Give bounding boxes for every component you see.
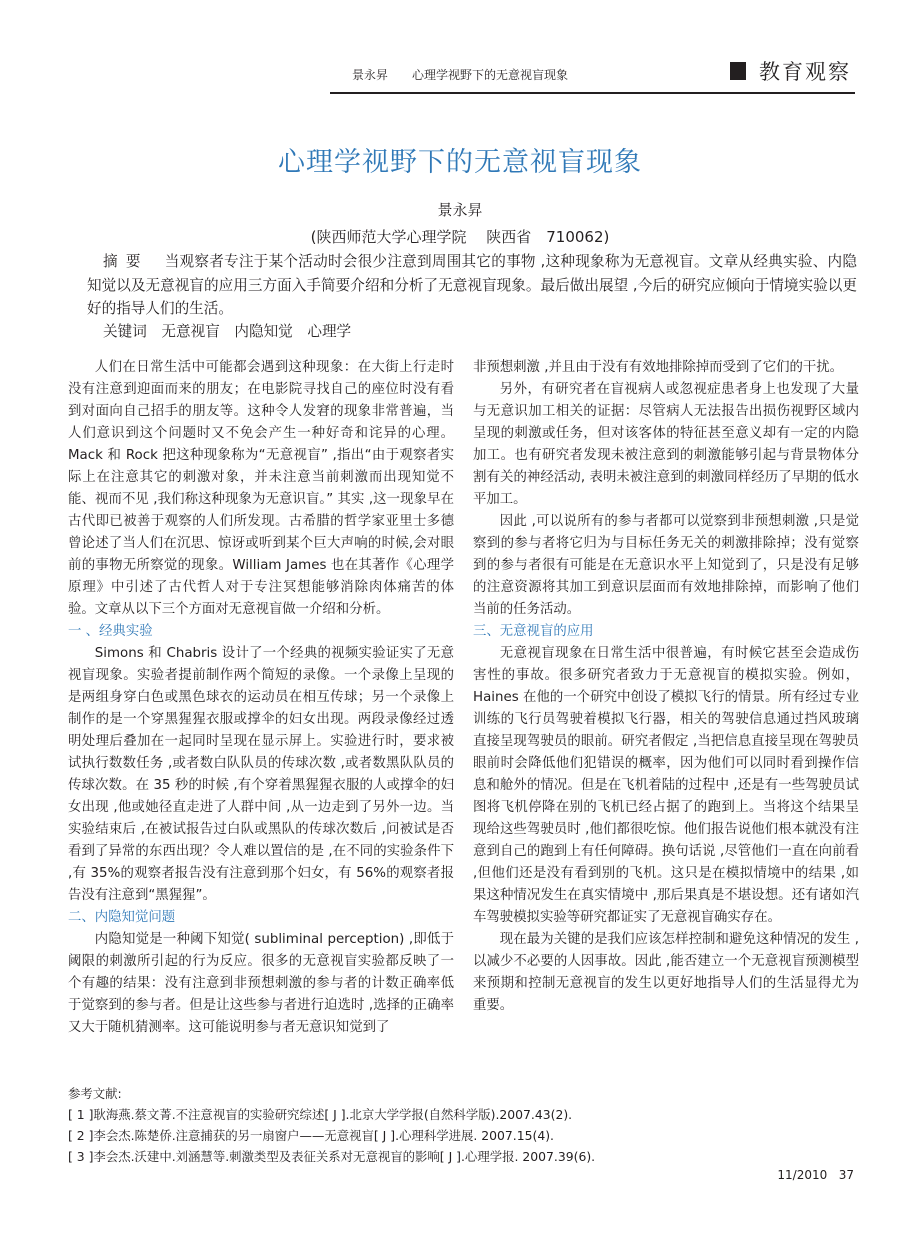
- square-bullet-icon: [730, 62, 746, 80]
- page-number: 37: [838, 1168, 854, 1182]
- reference-item: [ 1 ]耿海燕.蔡文菁.不注意视盲的实验研究综述[ J ].北京大学学报(自然科学版).2007.43(2).: [68, 1107, 573, 1122]
- section-heading-3: 三、无意视盲的应用: [473, 624, 594, 639]
- abstract-label: 摘要: [103, 253, 149, 270]
- paragraph: 现在最为关键的是我们应该怎样控制和避免这种情况的发生 ,以减少不必要的人因事故。因此 ,能否建立一个无意视盲预测模型来预期和控制无意视盲的发生以更好地指导人们的生活显得尤为重要。: [473, 932, 859, 1013]
- paragraph: 因此 ,可以说所有的参与者都可以觉察到非预想刺激 ,只是觉察到的参与者将它归为与目标任务无关的刺激排除掉；没有觉察到的参与者很有可能是在无意识水平上知觉到了，只是没有足够的注意资源将其加工到意识层面而有效地排除掉，而影响了他们当前的任务活动。: [473, 514, 859, 617]
- reference-item: [ 2 ]李会杰.陈楚侨.注意捕获的另一扇窗户——无意视盲[ J ].心理科学进展. 2007.15(4).: [68, 1128, 554, 1143]
- left-column: [68, 357, 454, 1039]
- paragraph: 另外，有研究者在盲视病人或忽视症患者身上也发现了大量与无意识加工相关的证据：尽管病人无法报告出损伤视野区域内呈现的刺激或任务，但对该客体的特征甚至意义却有一定的内隐加工。也有研究者发现未被注意到的刺激能够引起与背景物体分割有关的神经活动, 表明未被注意到的刺激同样经历了早期的低水平加工。: [473, 382, 859, 507]
- page-footer: [777, 1168, 854, 1182]
- abstract-text: 当观察者专注于某个活动时会很少注意到周围其它的事物 ,这种现象称为无意视盲。文章从经典实验、内隐知觉以及无意视盲的应用三方面入手简要介绍和分析了无意视盲现象。最后做出展望 ,今后的研究应倾向于情境实验以更好的指导人们的生活。: [87, 253, 857, 317]
- keywords-label: 关键词: [103, 323, 147, 340]
- reference-item: [ 3 ]李会杰.沃建中.刘涵慧等.刺激类型及表征关系对无意视盲的影响[ J ].心理学报. 2007.39(6).: [68, 1149, 596, 1164]
- references: [68, 1083, 595, 1167]
- header-column-name: 教育观察: [759, 60, 851, 84]
- references-label: 参考文献:: [68, 1086, 122, 1101]
- header-article-title: 心理学视野下的无意视盲现象: [412, 68, 569, 82]
- keywords-text: 无意视盲 内隐知觉 心理学: [161, 323, 352, 340]
- paragraph: Simons 和 Chabris 设计了一个经典的视频实验证实了无意视盲现象。实验者提前制作两个简短的录像。一个录像上呈现的是两组身穿白色或黑色球衣的运动员在相互传球；另一个录像上制作的是一个穿黑猩猩衣服或撑伞的妇女出现。两段录像经过透明处理后叠加在一起同时呈现在显示屏上。实验进行时，要求被试执行数数任务 ,或者数白队队员的传球次数 ,或者数黑队队员的传球次数。在 35 秒的时候 ,有个穿着黑猩猩衣服的人或撑伞的妇女出现 ,他或她径直走进了人群中间 ,从一边走到了另外一边。当实验结束后 ,在被试报告过白队或黑队的传球次数后 ,问被试是否看到了异常的东西出现？令人难以置信的是 ,在不同的实验条件下 ,有 35%的观察者报告没有注意到那个妇女，有 56%的观察者报告没有注意到“黑猩猩”。: [68, 646, 454, 903]
- section-heading-1: 一 、经典实验: [68, 624, 153, 639]
- article-title: 心理学视野下的无意视盲现象: [278, 147, 642, 178]
- paragraph: 人们在日常生活中可能都会遇到这种现象：在大街上行走时没有注意到迎面而来的朋友；在电影院寻找自己的座位时没有看到对面向自己招手的朋友等。这种令人发窘的现象非常普遍，当人们意识到这个问题时又不免会产生一种好奇和诧异的心理。Mack 和 Rock 把这种现象称为“无意视盲” ,指出“由于观察者实际上在注意其它的刺激对象，并未注意当前刺激而出现知觉不能、视而不见 ,我们称这种现象为无意识盲。” 其实 ,这一现象早在古代即已被善于观察的人们所发现。古希腊的哲学家亚里士多德曾论述了当人们在沉思、惊讶或听到某个巨大声响的时候,会对眼前的事物无所察觉的现象。William James 也在其著作《心理学原理》中引述了古代哲人对于专注冥想能够消除肉体痛苦的体验。文章从以下三个方面对无意视盲做一介绍和分析。: [68, 360, 454, 617]
- paragraph: 内隐知觉是一种阈下知觉( subliminal perception) ,即低于阈限的刺激所引起的行为反应。很多的无意视盲实验都反映了一个有趣的结果：没有注意到非预想刺激的参与者的计数正确率低于觉察到的参与者。但是让这些参与者进行迫选时 ,选择的正确率又大于随机猜测率。这可能说明参与者无意识知觉到了: [68, 932, 454, 1035]
- paragraph: 非预想刺激 ,并且由于没有有效地排除掉而受到了它们的干扰。: [473, 360, 844, 375]
- paragraph: 无意视盲现象在日常生活中很普遍，有时候它甚至会造成伤害性的事故。很多研究者致力于无意视盲的模拟实验。例如，Haines 在他的一个研究中创设了模拟飞行的情景。所有经过专业训练的飞行员驾驶着模拟飞行器，相关的驾驶信息通过挡风玻璃直接呈现驾驶员的眼前。研究者假定 ,当把信息直接呈现在驾驶员眼前时会降低他们犯错误的概率，因为他们可以同时看到操作信息和舱外的情况。但是在飞机着陆的过程中 ,还是有一些驾驶员试图将飞机停降在别的飞机已经占据了的跑到上。当将这个结果呈现给这些驾驶员时 ,他们都很吃惊。他们报告说他们根本就没有注意到自己的跑到上有任何障碍。换句话说 ,尽管他们一直在向前看 ,但他们还是没有看到别的飞机。这只是在模拟情境中的结果 ,如果这种情况发生在真实情境中 ,那后果真是不堪设想。还有诸如汽车驾驶模拟实验等研究都证实了无意视盲确实存在。: [473, 646, 859, 925]
- author: 景永昇: [437, 201, 483, 219]
- affiliation: (陕西师范大学心理学院 陕西省 710062): [310, 228, 610, 246]
- running-header: [330, 58, 855, 94]
- right-column: [473, 357, 859, 1017]
- issue-date: 11/2010: [777, 1168, 828, 1182]
- keywords: [103, 320, 351, 341]
- abstract: [87, 250, 857, 321]
- header-author: 景永昇: [352, 68, 389, 82]
- section-heading-2: 二、内隐知觉问题: [68, 910, 176, 925]
